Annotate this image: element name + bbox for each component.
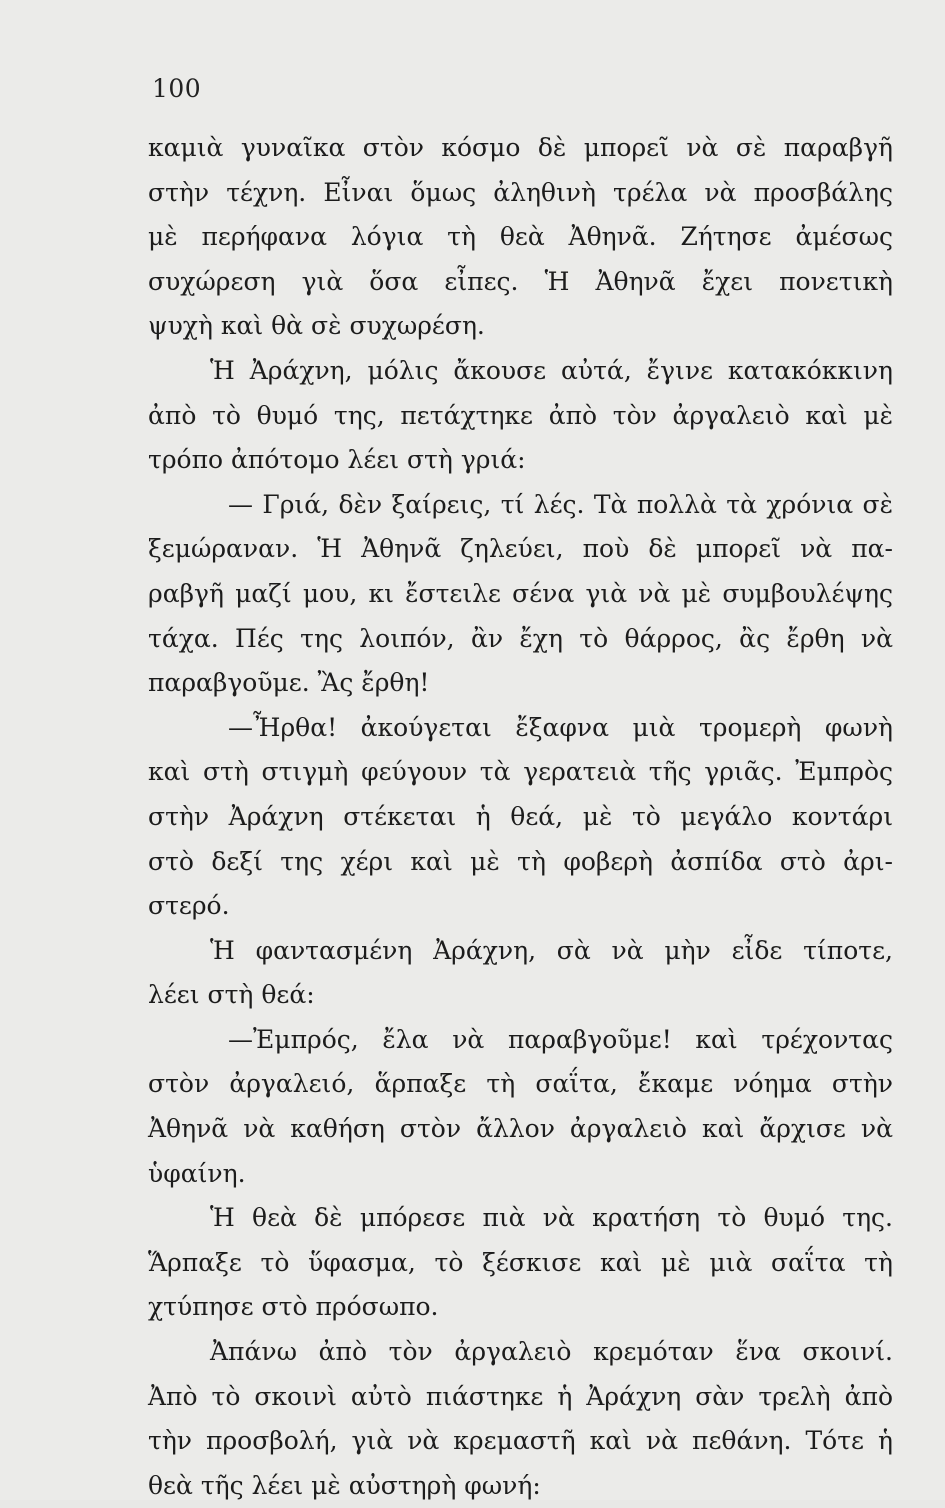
- text-line: Ἀπὸ τὸ σκοινὶ αὐτὸ πιάστηκε ἡ Ἀράχνη σὰν τρελὴ ἀπὸ: [148, 1381, 893, 1411]
- text-line: παραβγοῦμε. Ἂς ἔρθη!: [148, 668, 430, 698]
- text-line: τάχα. Πές της λοιπόν, ἂν ἔχη τὸ θάρρος, ἂς ἔρθη νὰ: [148, 623, 893, 653]
- page-number: 100: [152, 74, 202, 103]
- text-line: θεὰ τῆς λέει μὲ αὐστηρὴ φωνή:: [148, 1470, 541, 1500]
- text-line: μὲ περήφανα λόγια τὴ θεὰ Ἀθηνᾶ. Ζήτησε ἀμέσως: [148, 222, 893, 252]
- text-line: καὶ στὴ στιγμὴ φεύγουν τὰ γερατειὰ τῆς γριᾶς. Ἐμπρὸς: [148, 757, 893, 787]
- text-line: χτύπησε στὸ πρόσωπο.: [148, 1292, 439, 1322]
- text-line: στὴν Ἀράχνη στέκεται ἡ θεά, μὲ τὸ μεγάλο κοντάρι: [148, 801, 893, 831]
- text-line: συχώρεση γιὰ ὅσα εἶπες. Ἡ Ἀθηνᾶ ἔχει πονετικὴ: [148, 266, 893, 296]
- text-line: ἀπὸ τὸ θυμό της, πετάχτηκε ἀπὸ τὸν ἀργαλειὸ καὶ μὲ: [148, 400, 893, 430]
- text-line: λέει στὴ θεά:: [148, 980, 315, 1010]
- text-line: στερό.: [148, 891, 230, 921]
- text-line: στὴν τέχνη. Εἶναι ὅμως ἀληθινὴ τρέλα νὰ προσβάλης: [148, 177, 893, 207]
- text-line: Ἡ Ἀράχνη, μόλις ἄκουσε αὐτά, ἔγινε κατακόκκινη: [210, 355, 893, 385]
- text-line: Ἡ φαντασμένη Ἀράχνη, σὰ νὰ μὴν εἶδε τίποτε,: [210, 935, 893, 965]
- text-line: ψυχὴ καὶ θὰ σὲ συχωρέση.: [148, 311, 485, 341]
- text-line: στὸν ἀργαλειό, ἅρπαξε τὴ σαΐτα, ἔκαμε νόημα στὴν: [148, 1069, 893, 1099]
- text-line: —Ἐμπρός, ἔλα νὰ παραβγοῦμε! καὶ τρέχοντας: [228, 1024, 893, 1054]
- text-line: καμιὰ γυναῖκα στὸν κόσμο δὲ μπορεῖ νὰ σὲ παραβγῆ: [148, 133, 893, 162]
- text-line: στὸ δεξί της χέρι καὶ μὲ τὴ φοβερὴ ἀσπίδα στὸ ἀρι-: [148, 846, 893, 876]
- text-line: τὴν προσβολή, γιὰ νὰ κρεμαστῆ καὶ νὰ πεθάνη. Τότε ἡ: [148, 1426, 893, 1456]
- text-line: Ἅρπαξε τὸ ὕφασμα, τὸ ξέσκισε καὶ μὲ μιὰ σαΐτα τὴ: [148, 1247, 893, 1277]
- text-line: ὑφαίνη.: [148, 1158, 246, 1188]
- text-line: Ἡ θεὰ δὲ μπόρεσε πιὰ νὰ κρατήση τὸ θυμό της.: [210, 1203, 893, 1233]
- text-line: τρόπο ἀπότομο λέει στὴ γριά:: [148, 445, 526, 475]
- text-line: Ἀπάνω ἀπὸ τὸν ἀργαλειὸ κρεμόταν ἕνα σκοινί.: [210, 1337, 893, 1367]
- text-line: Ἀθηνᾶ νὰ καθήση στὸν ἄλλον ἀργαλειὸ καὶ ἄρχισε νὰ: [148, 1114, 893, 1144]
- body-text: [148, 126, 893, 1508]
- text-line: ξεμώραναν. Ἡ Ἀθηνᾶ ζηλεύει, ποὺ δὲ μπορεῖ νὰ πα-: [148, 534, 893, 564]
- text-line: — Γριά, δὲν ξαίρεις, τί λές. Τὰ πολλὰ τὰ χρόνια σὲ: [228, 489, 893, 519]
- text-line: ραβγῆ μαζί μου, κι ἔστειλε σένα γιὰ νὰ μὲ συμβουλέψης: [148, 578, 893, 608]
- text-line: —Ἦρθα! ἀκούγεται ἔξαφνα μιὰ τρομερὴ φωνὴ: [228, 712, 893, 742]
